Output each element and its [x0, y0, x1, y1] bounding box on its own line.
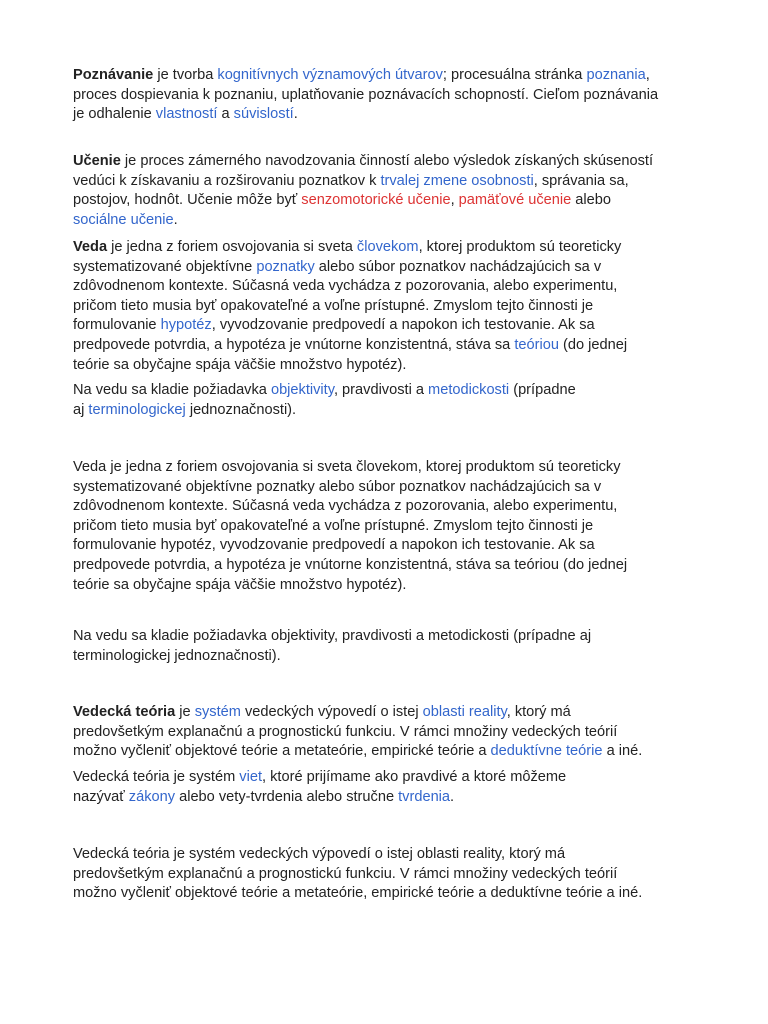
text-run: , pravdivosti a — [333, 382, 429, 398]
text-run: (do jednej — [558, 336, 628, 353]
text-run: predovšetkým explanačnú a prognostickú funkciu. V rámci množiny vedeckých teórií — [73, 865, 618, 882]
text-run: . — [450, 788, 455, 805]
text-line — [73, 172, 713, 192]
bold-term: Veda — [73, 239, 108, 255]
text-run: aj — [73, 401, 89, 418]
text-line — [73, 316, 713, 336]
text-line — [73, 865, 713, 885]
text-run: Veda je jedna z foriem osvojovania si sveta človekom, ktorej produktom sú teoreticky — [73, 459, 621, 475]
link[interactable]: terminologickej — [88, 401, 186, 418]
text-line — [73, 191, 713, 211]
link[interactable]: trvalej zmene osobnosti — [380, 172, 534, 189]
text-run: alebo vety-tvrdenia alebo stručne — [175, 788, 399, 805]
text-run: pričom tieto musia byť opakovateľné a voľne prístupné. Zmyslom tejto činnosti je — [73, 517, 594, 534]
text-line — [73, 401, 713, 421]
link[interactable]: súvislostí — [233, 106, 294, 123]
text-run: formulovanie hypotéz, vyvodzovanie predpovedí a napokon ich testovanie. Ak sa — [73, 537, 595, 554]
text-run: . — [173, 211, 178, 228]
text-line — [73, 627, 713, 647]
link[interactable]: viet — [239, 769, 263, 785]
text-line — [73, 381, 713, 401]
text-run: je odhalenie — [73, 106, 156, 123]
text-run: zdôvodnenom kontexte. Súčasná veda vychádza z pozorovania, alebo experimentu, — [73, 498, 618, 515]
paragraph-vedecka-teoria-plain — [73, 845, 713, 904]
text-run: zdôvodnenom kontexte. Súčasná veda vychádza z pozorovania, alebo experimentu, — [73, 278, 618, 295]
text-line — [73, 478, 713, 498]
text-line — [73, 576, 713, 596]
text-run: teórie sa obyčajne spája väčšie množstvo hypotéz). — [73, 576, 407, 593]
text-line — [73, 884, 713, 904]
paragraph-poznavanie — [73, 66, 713, 125]
link[interactable]: hypotéz — [160, 317, 212, 334]
text-run: , ktoré prijímame ako pravdivé a ktoré môžeme — [262, 769, 567, 785]
text-run: teórie sa obyčajne spája väčšie množstvo hypotéz). — [73, 356, 407, 373]
paragraph-vedecka-teoria-linked — [73, 703, 713, 762]
text-line — [73, 258, 713, 278]
text-run: predovšetkým explanačnú a prognostickú funkciu. V rámci množiny vedeckých teórií — [73, 723, 618, 740]
missing-page-link[interactable]: pamäťové učenie — [458, 192, 572, 209]
text-run: a — [217, 106, 234, 123]
link[interactable]: vlastností — [155, 106, 218, 123]
text-run: vedeckých výpovedí o istej — [240, 704, 423, 720]
text-run: Vedecká teória je systém — [73, 769, 240, 785]
text-line — [73, 536, 713, 556]
text-run: formulovanie — [73, 317, 161, 334]
text-run: , vyvodzovanie predpovedí a napokon ich testovanie. Ak sa — [211, 317, 595, 334]
paragraph-poziadavka-linked — [73, 381, 713, 420]
text-run: , — [645, 67, 650, 83]
text-line — [73, 788, 713, 808]
text-run: , — [450, 192, 459, 209]
text-line — [73, 238, 713, 258]
text-run: predpovede potvrdia, a hypotéza je vnútorne konzistentná, stáva sa teóriou (do jednej — [73, 556, 628, 573]
link[interactable]: metodickosti — [428, 382, 510, 398]
text-run: možno vyčleniť objektové teórie a metateórie, empirické teórie a — [73, 743, 491, 760]
text-run: Na vedu sa kladie požiadavka objektivity, pravdivosti a metodickosti (prípadne aj — [73, 628, 592, 644]
link[interactable]: človekom — [356, 239, 419, 255]
text-line — [73, 86, 713, 106]
bold-term: Poznávanie — [73, 67, 154, 83]
text-line — [73, 647, 713, 667]
text-line — [73, 277, 713, 297]
text-run: proces dospievania k poznaniu, uplatňovanie poznávacích schopností. Cieľom poznávania — [73, 86, 659, 103]
text-line — [73, 152, 713, 172]
text-line — [73, 211, 713, 231]
link[interactable]: teóriou — [514, 336, 559, 353]
link[interactable]: poznatky — [256, 258, 315, 275]
text-run: nazývať — [73, 788, 129, 805]
text-run: (prípadne — [509, 382, 576, 398]
text-line — [73, 742, 713, 762]
text-run: , ktorý má — [506, 704, 571, 720]
link[interactable]: sociálne učenie — [73, 211, 174, 228]
text-run: postojov, hodnôt. Učenie môže byť — [73, 192, 302, 209]
text-line — [73, 845, 713, 865]
text-run: Vedecká teória je systém vedeckých výpovedí o istej oblasti reality, ktorý má — [73, 846, 566, 862]
text-line — [73, 497, 713, 517]
text-run: je jedna z foriem osvojovania si sveta — [107, 239, 357, 255]
text-line — [73, 336, 713, 356]
text-line — [73, 517, 713, 537]
text-line — [73, 768, 713, 788]
link[interactable]: poznania — [586, 67, 646, 83]
text-run: . — [293, 106, 298, 123]
text-line — [73, 66, 713, 86]
text-line — [73, 356, 713, 376]
text-run: Na vedu sa kladie požiadavka — [73, 382, 271, 398]
paragraph-poziadavka-plain — [73, 627, 713, 666]
paragraph-veda-linked — [73, 238, 713, 375]
link[interactable]: oblasti reality — [422, 704, 507, 720]
paragraph-vedecka-teoria-system — [73, 768, 713, 807]
text-line — [73, 703, 713, 723]
text-run: je proces zámerného navodzovania činností alebo výsledok získaných skúseností — [120, 153, 654, 169]
missing-page-link[interactable]: senzomotorické učenie — [301, 192, 451, 209]
text-line — [73, 297, 713, 317]
text-run: ; procesuálna stránka — [442, 67, 587, 83]
text-run: systematizované objektívne — [73, 258, 257, 275]
text-run: je tvorba — [153, 67, 218, 83]
link[interactable]: tvrdenia — [398, 788, 451, 805]
link[interactable]: kognitívnych významových útvarov — [217, 67, 443, 83]
text-run: je — [175, 704, 195, 720]
bold-term: Učenie — [73, 153, 121, 169]
text-run: alebo súbor poznatkov nachádzajúcich sa v — [314, 258, 602, 275]
paragraph-ucenie — [73, 152, 713, 230]
paragraph-veda-plain — [73, 458, 713, 595]
link[interactable]: deduktívne teórie — [490, 743, 603, 760]
text-run: predpovede potvrdia, a hypotéza je vnútorne konzistentná, stáva sa — [73, 336, 515, 353]
text-line — [73, 723, 713, 743]
text-run: možno vyčleniť objektové teórie a metateórie, empirické teórie a deduktívne teórie a iné. — [73, 885, 643, 902]
text-run: , ktorej produktom sú teoreticky — [418, 239, 622, 255]
text-run: terminologickej jednoznačnosti). — [73, 647, 281, 664]
text-run: alebo — [571, 192, 612, 209]
text-line — [73, 105, 713, 125]
text-run: systematizované objektívne poznatky alebo súbor poznatkov nachádzajúcich sa v — [73, 478, 602, 495]
text-run: pričom tieto musia byť opakovateľné a voľne prístupné. Zmyslom tejto činnosti je — [73, 297, 594, 314]
link[interactable]: systém — [194, 704, 241, 720]
text-run: vedúci k získavaniu a rozširovaniu poznatkov k — [73, 172, 381, 189]
text-run: jednoznačnosti). — [185, 401, 297, 418]
bold-term: Vedecká teória — [73, 704, 176, 720]
link[interactable]: zákony — [128, 788, 176, 805]
text-run: a iné. — [602, 743, 643, 760]
link[interactable]: objektivity — [270, 382, 334, 398]
text-run: , správania sa, — [533, 172, 629, 189]
text-line — [73, 458, 713, 478]
text-line — [73, 556, 713, 576]
